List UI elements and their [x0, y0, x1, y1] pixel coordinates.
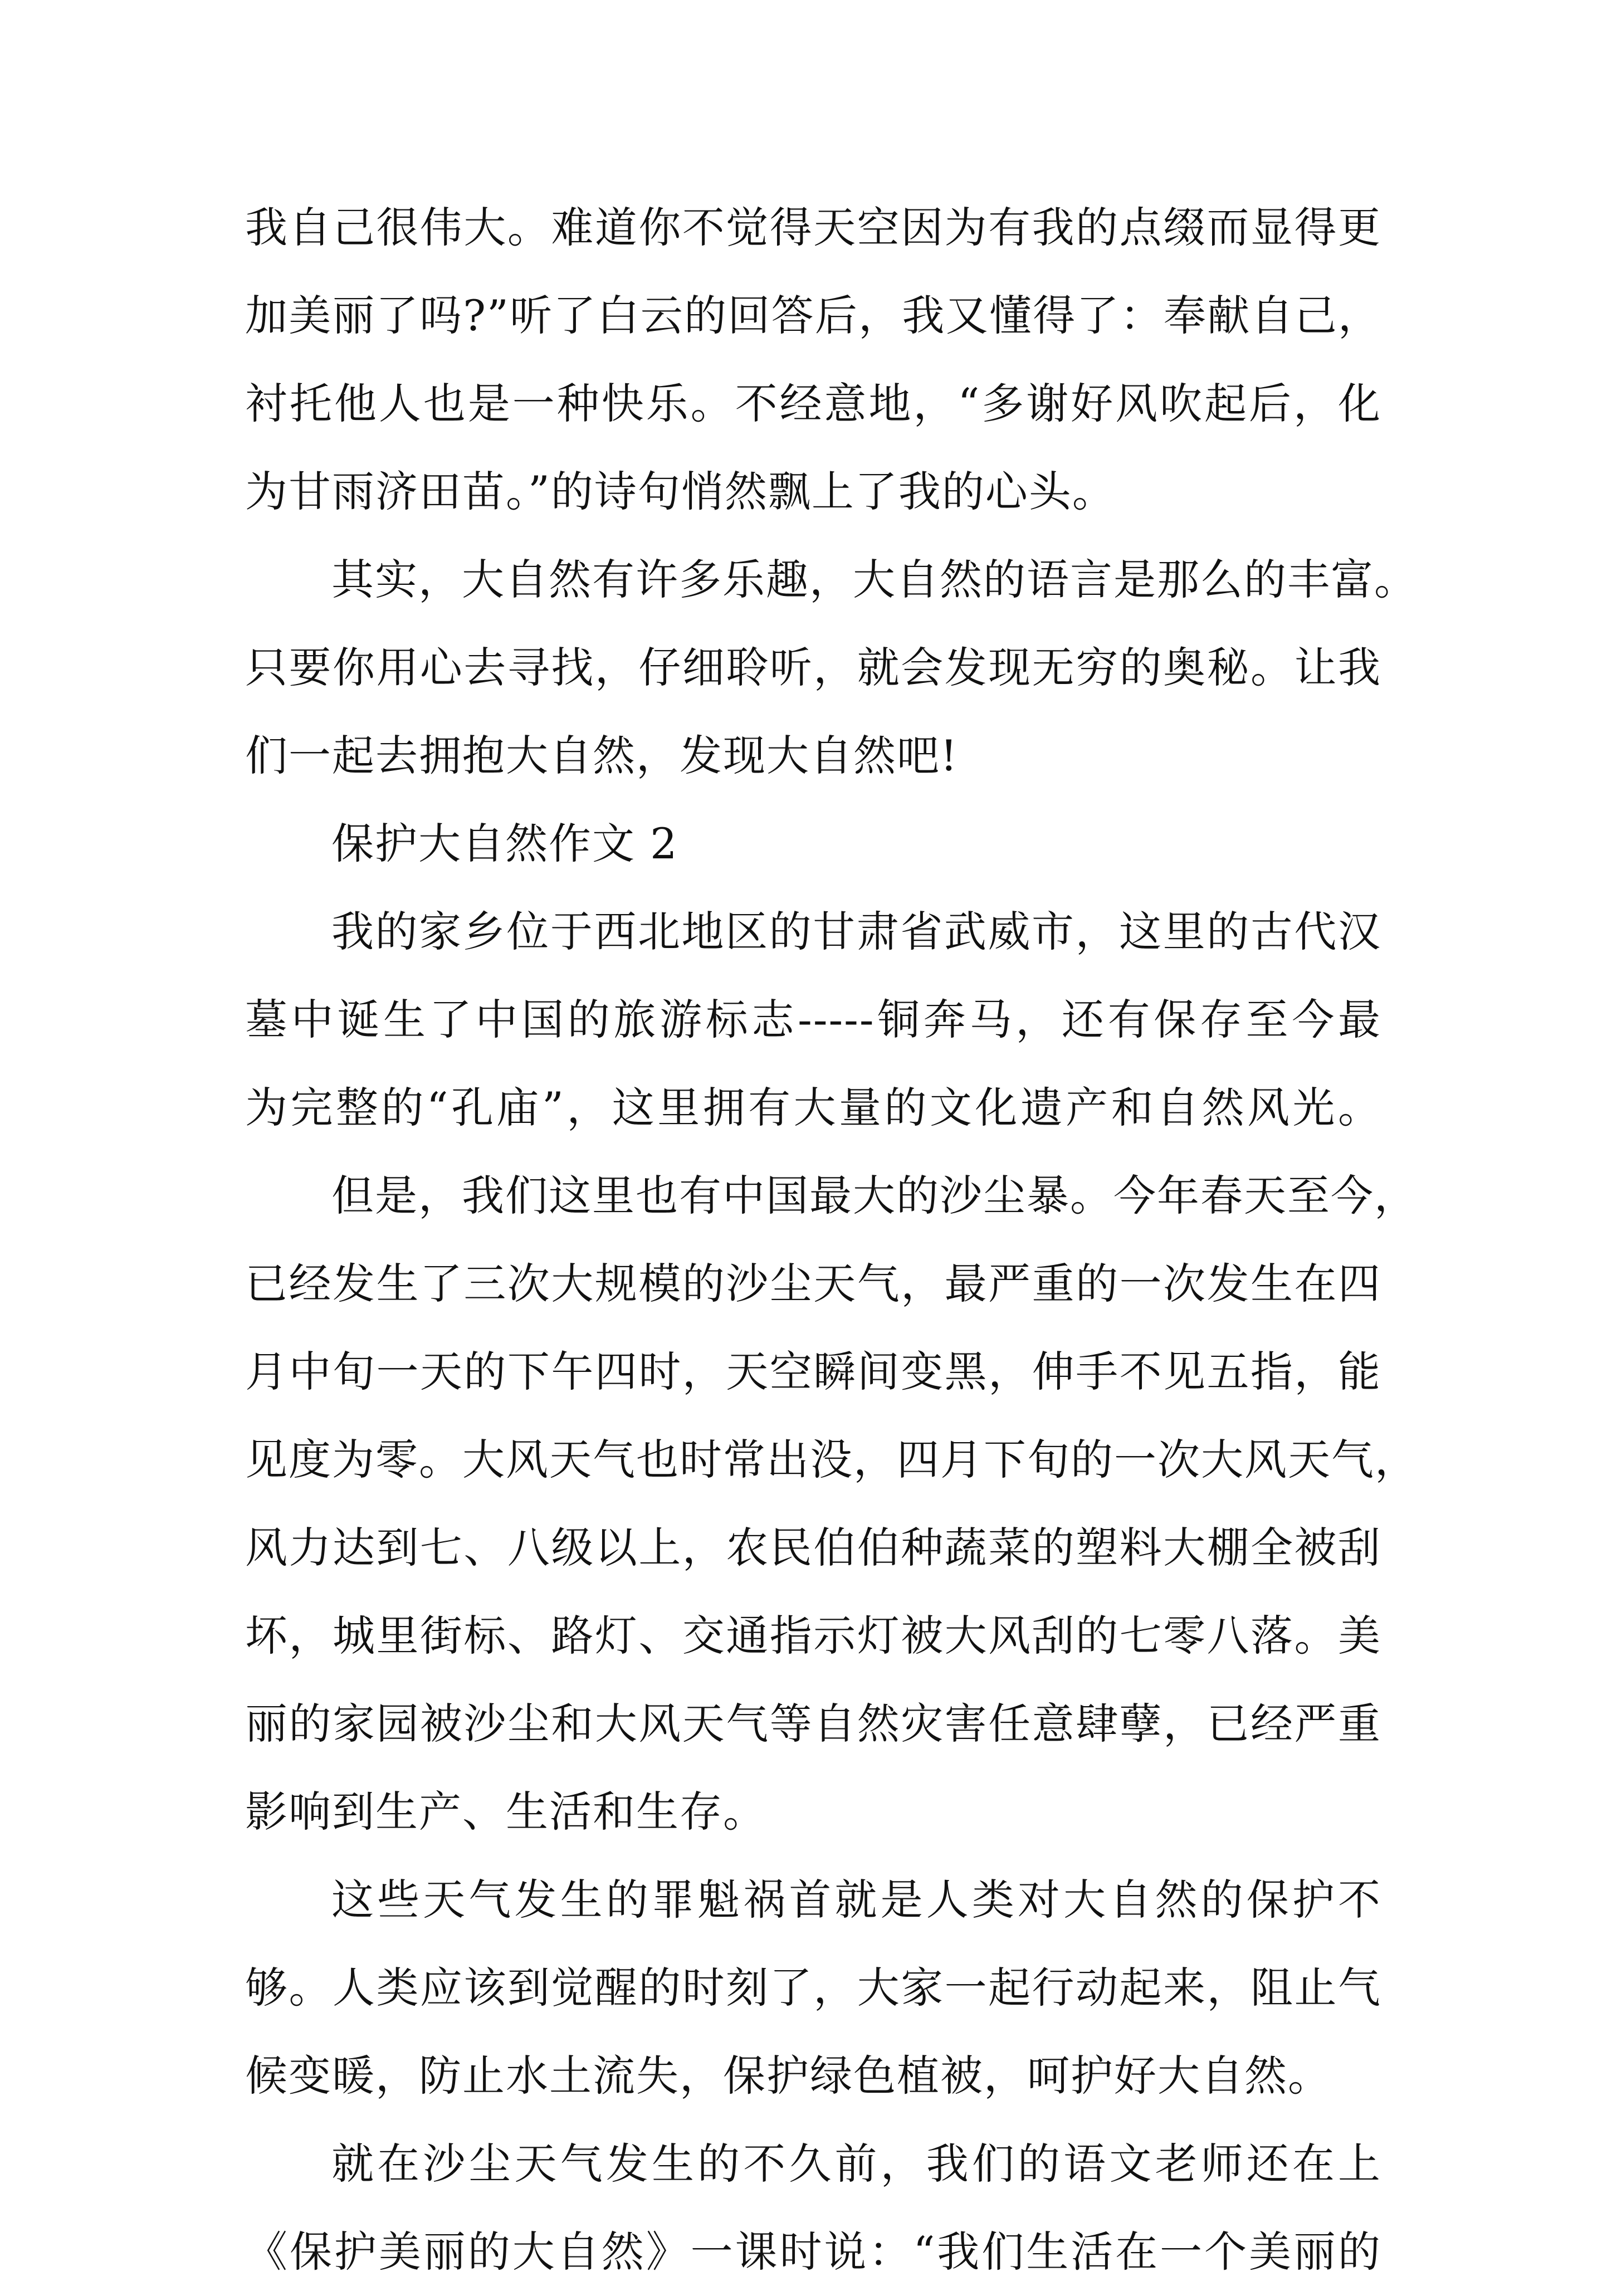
text-line: 见度为零。大风天气也时常出没，四月下旬的一次大风天气， — [245, 1435, 1418, 1484]
text-line: 就在沙尘天气发生的不久前，我们的语文老师还在上 — [331, 2139, 1381, 2188]
text-line: 其实，大自然有许多乐趣，大自然的语言是那么的丰富。 — [331, 555, 1418, 604]
text-line: 衬托他人也是一种快乐。不经意地，“多谢好风吹起后，化 — [245, 379, 1381, 428]
text-line: 我的家乡位于西北地区的甘肃省武威市，这里的古代汉 — [331, 907, 1381, 956]
text-line: 风力达到七、八级以上，农民伯伯种蔬菜的塑料大棚全被刮 — [245, 1523, 1381, 1572]
text-line: 为甘雨济田苗。”的诗句悄然飘上了我的心头。 — [245, 467, 1116, 516]
text-line: 《保护美丽的大自然》一课时说：“我们生活在一个美丽的 — [245, 2227, 1381, 2277]
text-line: 已经发生了三次大规模的沙尘天气，最严重的一次发生在四 — [245, 1259, 1381, 1308]
text-line: 候变暖，防止水土流失，保护绿色植被，呵护好大自然。 — [245, 2051, 1331, 2100]
text-line: 影响到生产、生活和生存。 — [245, 1787, 766, 1836]
text-line: 我自己很伟大。难道你不觉得天空因为有我的点缀而显得更 — [245, 203, 1381, 252]
text-line: 加美丽了吗?”听了白云的回答后，我又懂得了：奉献自己， — [245, 291, 1381, 340]
text-line: 只要你用心去寻找，仔细聆听，就会发现无穷的奥秘。让我 — [245, 643, 1381, 692]
text-line: 月中旬一天的下午四时，天空瞬间变黑，伸手不见五指，能 — [245, 1347, 1381, 1396]
text-line: 们一起去拥抱大自然，发现大自然吧! — [245, 731, 959, 780]
essay-heading: 保护大自然作文 2 — [331, 819, 678, 868]
text-line: 坏，城里街标、路灯、交通指示灯被大风刮的七零八落。美 — [245, 1611, 1381, 1660]
text-line: 墓中诞生了中国的旅游标志-----铜奔马，还有保存至今最 — [245, 995, 1381, 1044]
text-line: 为完整的“孔庙”，这里拥有大量的文化遗产和自然风光。 — [245, 1083, 1381, 1132]
text-line: 但是，我们这里也有中国最大的沙尘暴。今年春天至今， — [331, 1171, 1418, 1220]
text-line: 丽的家园被沙尘和大风天气等自然灾害任意肆孽，已经严重 — [245, 1699, 1381, 1748]
text-line: 这些天气发生的罪魁祸首就是人类对大自然的保护不 — [331, 1875, 1381, 1924]
text-line: 够。人类应该到觉醒的时刻了，大家一起行动起来，阻止气 — [245, 1963, 1381, 2012]
essay-text — [245, 184, 1418, 2296]
